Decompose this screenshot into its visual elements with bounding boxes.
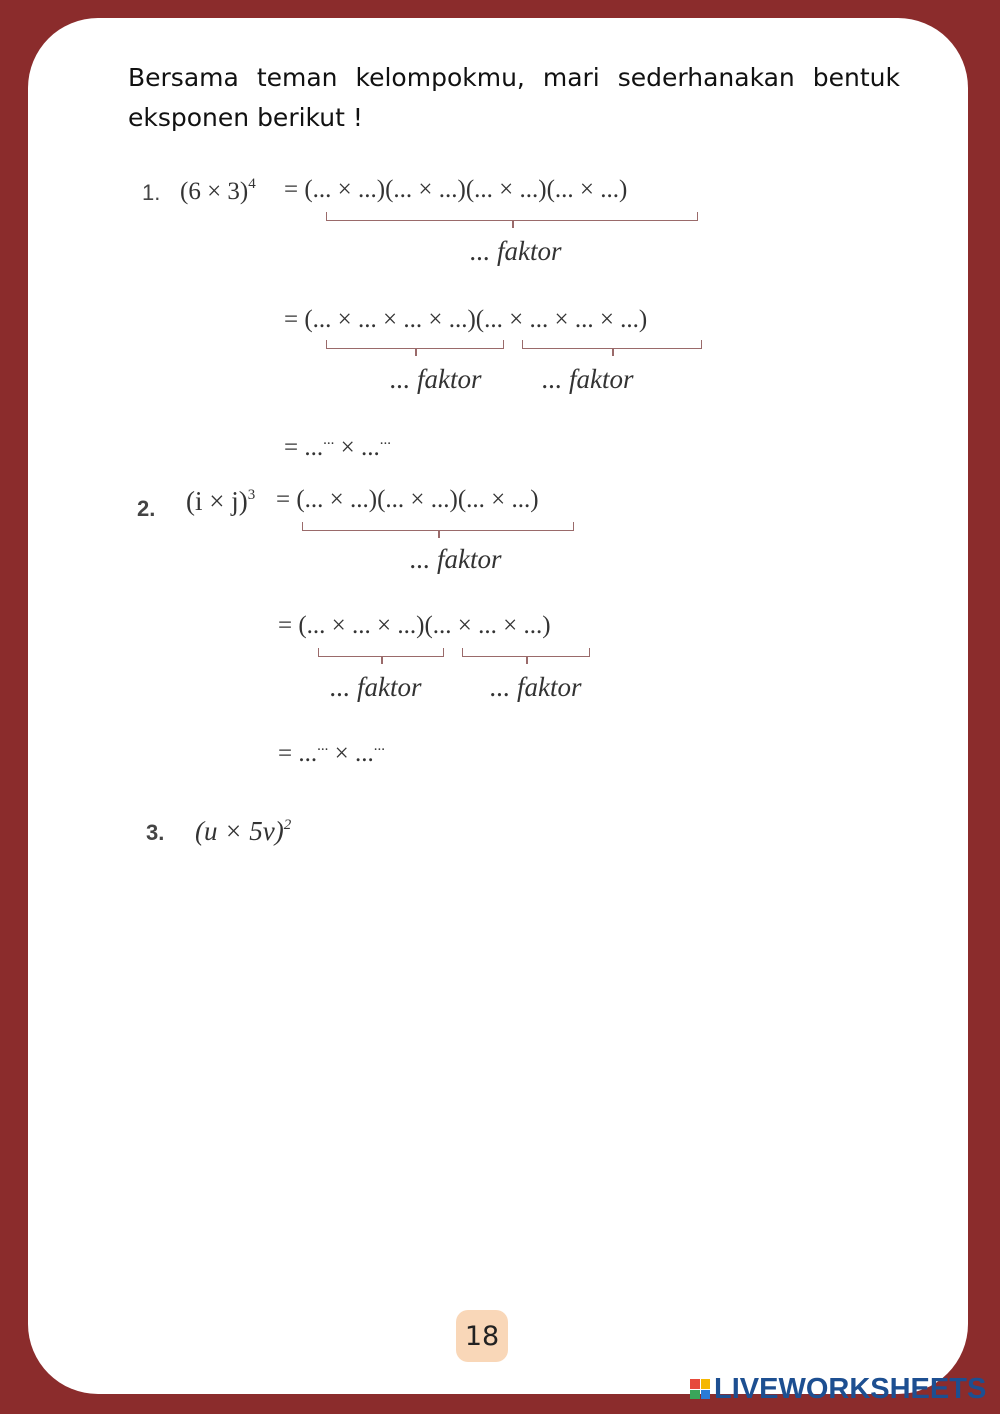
problem-3-expression: $(u \times 5v)^2$: [195, 816, 292, 846]
problem-1-faktor-a: ... faktor: [390, 364, 482, 394]
problem-2-expansion: = (... × ...)(... × ...)(... × ...): [276, 486, 539, 513]
problem-1-expansion: = (... × ...)(... × ...)(... × ...)(... × ...): [284, 176, 628, 203]
problem-2-step3: = ...... × ......: [278, 738, 385, 767]
problem-2-number: 2.: [137, 496, 156, 521]
problem-1-brace-a: [326, 340, 504, 349]
problem-2-brace-b: [462, 648, 590, 657]
problem-1-expression: $(6 \times 3)^4$: [180, 176, 256, 205]
problem-2-expression: $(i \times j)^3$: [186, 486, 256, 516]
problem-1-brace-b: [522, 340, 702, 349]
problem-2-brace: [302, 522, 574, 531]
problem-2-brace-a: [318, 648, 444, 657]
problem-3-number: 3.: [146, 820, 165, 845]
liveworksheets-logo-icon: [690, 1379, 710, 1399]
problem-2-faktor-b: ... faktor: [490, 672, 582, 702]
problem-2-step2: = (... × ... × ...)(... × ... × ...): [278, 612, 551, 639]
page-number: 18: [456, 1310, 508, 1362]
problem-2-faktor-a: ... faktor: [330, 672, 422, 702]
problem-2-faktor: ... faktor: [410, 544, 502, 574]
problem-1-number: 1.: [142, 180, 161, 205]
problem-1-step2: = (... × ... × ... × ...)(... × ... × ... × ...): [284, 306, 648, 333]
instruction-text: Bersama teman kelompokmu, mari sederhanakan bentuk eksponen berikut !: [128, 63, 900, 132]
problem-1-brace: [326, 212, 698, 221]
worksheet-page: [28, 18, 968, 1394]
problem-1-step3: = ...... × ......: [284, 432, 391, 461]
watermark-text: LIVEWORKSHEETS: [714, 1372, 987, 1405]
problem-1-faktor-b: ... faktor: [542, 364, 634, 394]
problem-1-faktor: ... faktor: [470, 236, 562, 266]
liveworksheets-watermark: [690, 1372, 986, 1406]
